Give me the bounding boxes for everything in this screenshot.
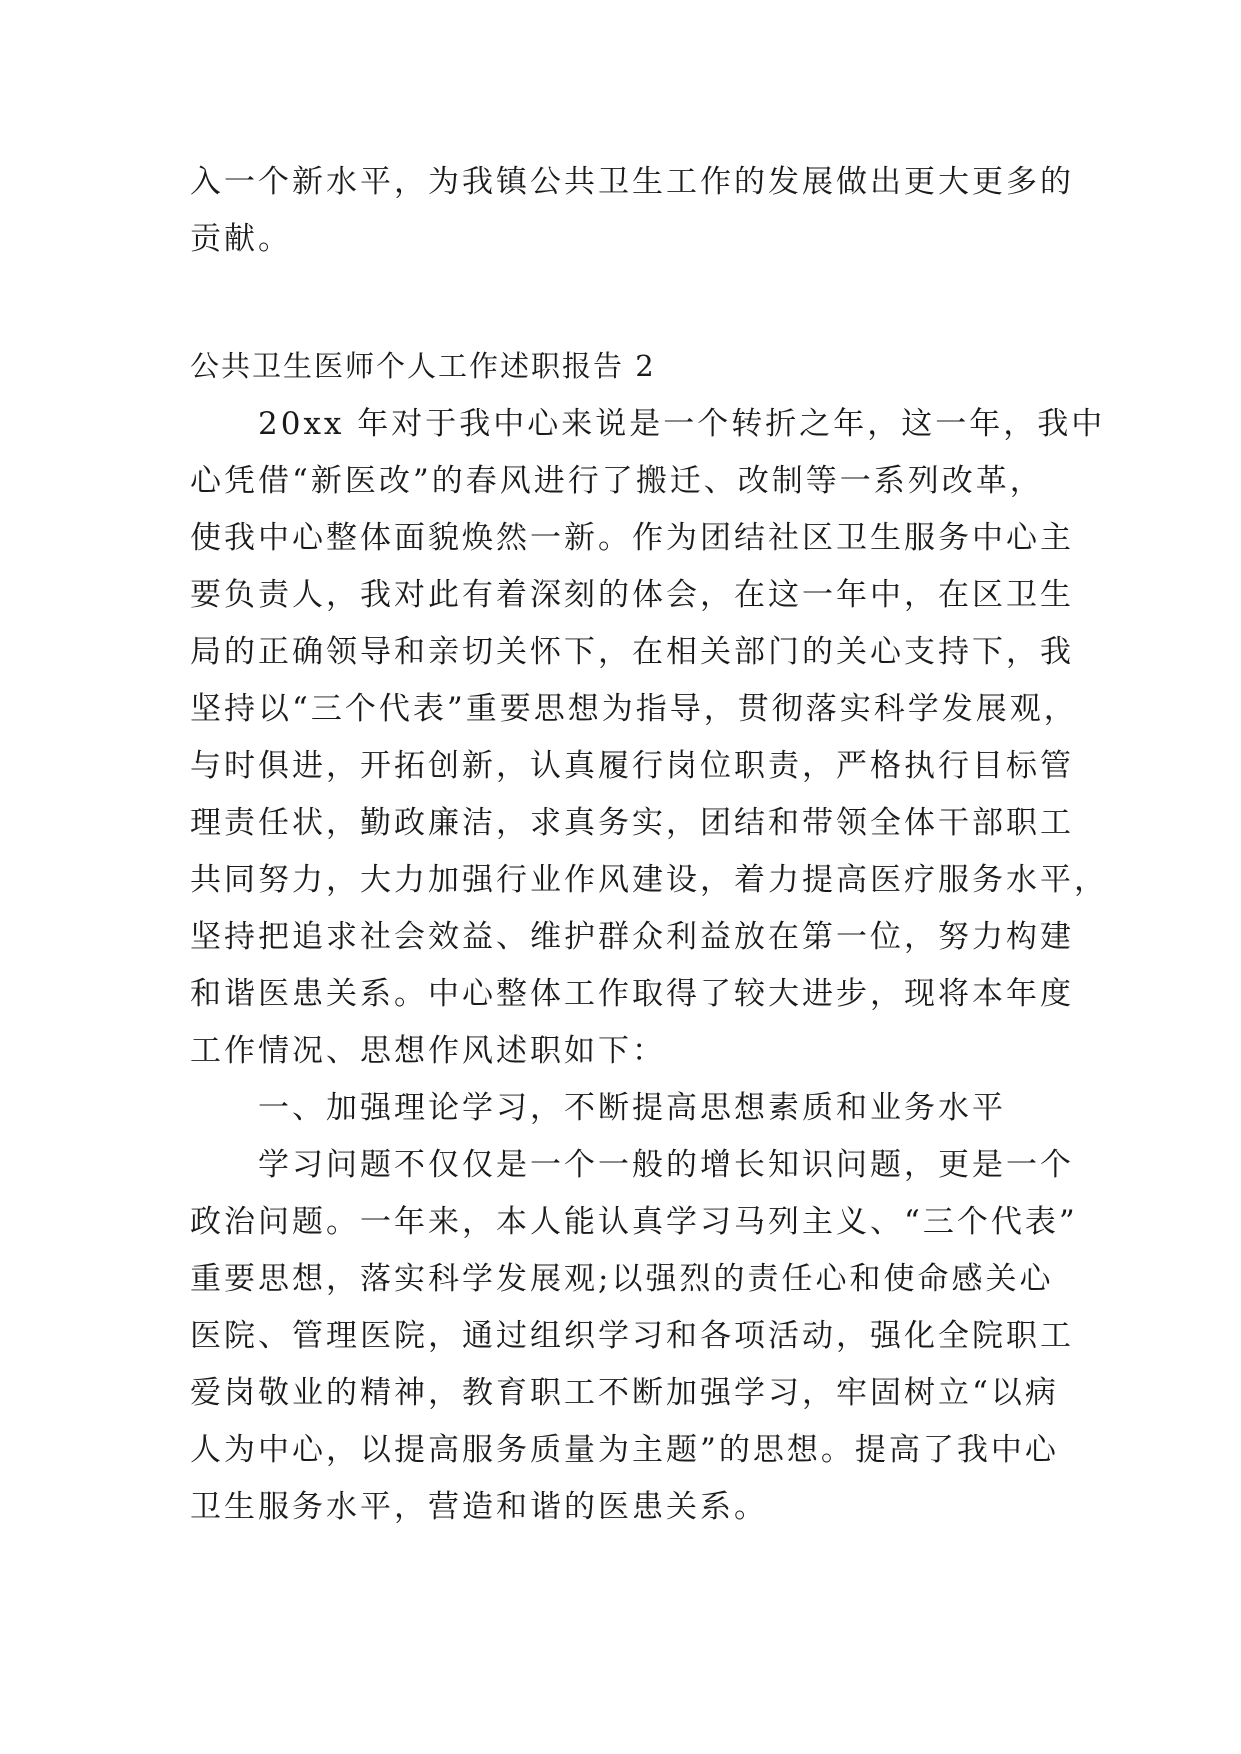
text-line: 坚持以“三个代表”重要思想为指导，贯彻落实科学发展观，	[190, 691, 1078, 727]
text-line: 爱岗敬业的精神，教育职工不断加强学习，牢固树立“以病	[190, 1375, 1059, 1411]
section-title: 公共卫生医师个人工作述职报告 2	[190, 349, 656, 383]
text-line: 要负责人，我对此有着深刻的体会，在这一年中，在区卫生	[190, 577, 1074, 613]
text-line: 和谐医患关系。中心整体工作取得了较大进步，现将本年度	[190, 976, 1074, 1012]
section-subheading: 一、加强理论学习，不断提高思想素质和业务水平	[190, 1090, 1006, 1126]
text-line: 理责任状，勤政廉洁，求真务实，团结和带领全体干部职工	[190, 805, 1074, 841]
text-line: 人为中心，以提高服务质量为主题”的思想。提高了我中心	[190, 1432, 1059, 1468]
text-line: 入一个新水平，为我镇公共卫生工作的发展做出更大更多的	[190, 164, 1074, 200]
text-line: 与时俱进，开拓创新，认真履行岗位职责，严格执行目标管	[190, 748, 1074, 784]
text-line: 重要思想，落实科学发展观;以强烈的责任心和使命感关心	[190, 1261, 1054, 1297]
text-line: 政治问题。一年来，本人能认真学习马列主义、“三个代表”	[190, 1204, 1078, 1240]
text-line: 学习问题不仅仅是一个一般的增长知识问题，更是一个	[190, 1147, 1074, 1183]
text-line: 贡献。	[190, 221, 292, 257]
text-line: 共同努力，大力加强行业作风建设，着力提高医疗服务水平，	[190, 862, 1108, 898]
text-line: 心凭借“新医改”的春风进行了搬迁、改制等一系列改革，	[190, 463, 1044, 499]
intro-paragraph	[190, 154, 1074, 268]
text-line: 医院、管理医院，通过组织学习和各项活动，强化全院职工	[190, 1318, 1074, 1354]
text-line: 局的正确领导和亲切关怀下，在相关部门的关心支持下，我	[190, 634, 1074, 670]
text-line: 卫生服务水平，营造和谐的医患关系。	[190, 1489, 768, 1525]
text-line: 坚持把追求社会效益、维护群众利益放在第一位，努力构建	[190, 919, 1074, 955]
text-line: 使我中心整体面貌焕然一新。作为团结社区卫生服务中心主	[190, 520, 1074, 556]
text-line: 工作情况、思想作风述职如下：	[190, 1033, 666, 1069]
text-line: 20xx 年对于我中心来说是一个转折之年，这一年，我中	[190, 406, 1106, 442]
body-text	[190, 396, 1108, 1536]
